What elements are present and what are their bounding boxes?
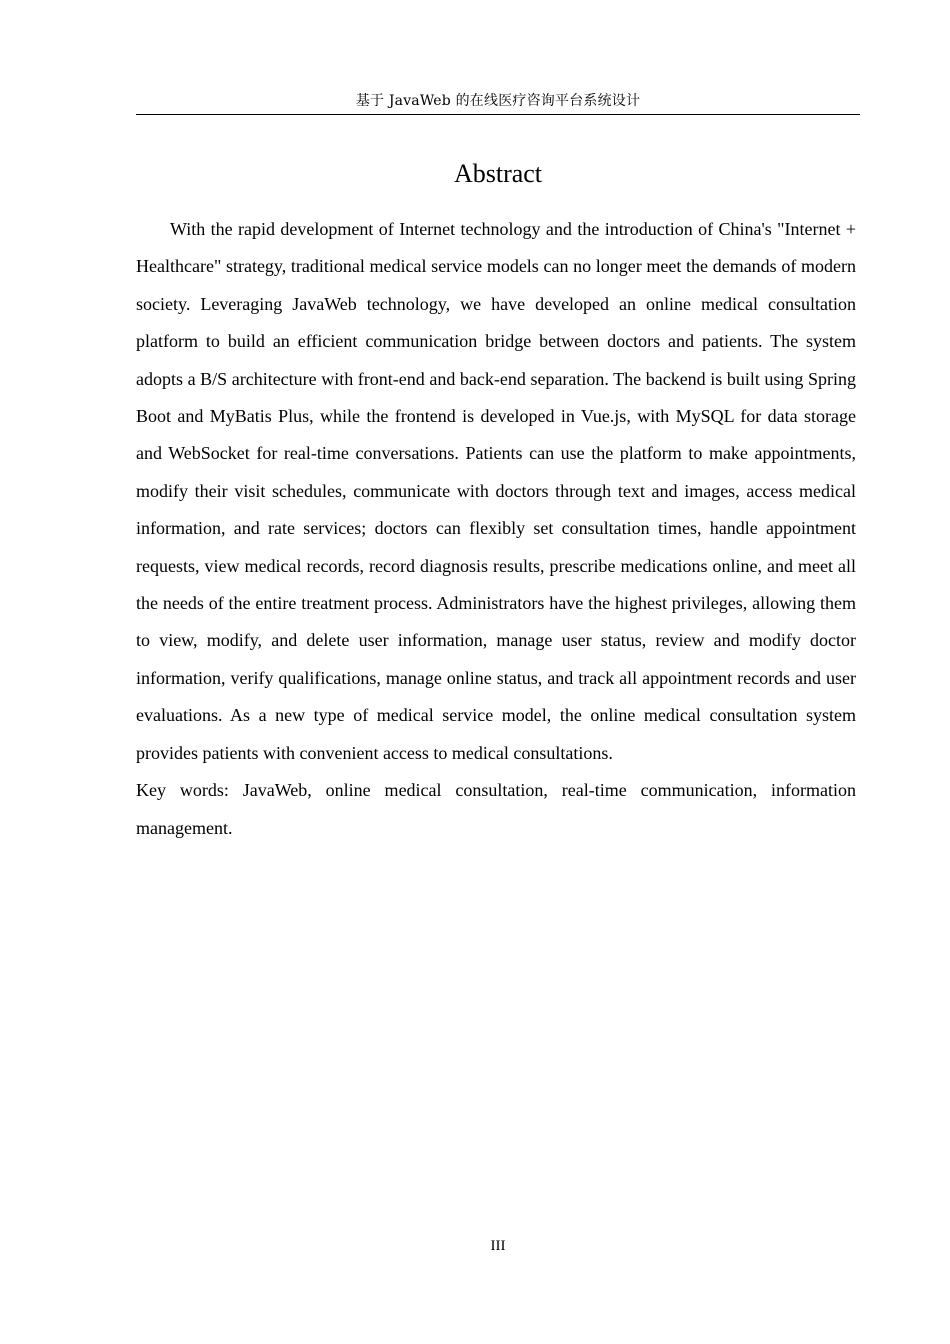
abstract-title: Abstract	[453, 159, 543, 188]
keywords-line: Key words: JavaWeb, online medical consultation, real-time communication, information management.	[136, 780, 856, 838]
abstract-paragraph: With the rapid development of Internet technology and the introduction of China's "Internet + Healthcare" strategy, traditional medical service models can no longer meet the demands of modern society. Leveraging JavaWeb technology, we have developed an online medical consultation platform to build an efficient communication bridge between doctors and patients. The system adopts a B/S architecture with front-end and back-end separation. The backend is built using Spring Boot and MyBatis Plus, while the frontend is developed in Vue.js, with MySQL for data storage and WebSocket for real-time conversations. Patients can use the platform to make appointments, modify their visit schedules, communicate with doctors through text and images, access medical information, and rate services; doctors can flexibly set consultation times, handle appointment requests, view medical records, record diagnosis results, prescribe medications online, and meet all the needs of the entire treatment process. Administrators have the highest privileges, allowing them to view, modify, and delete user information, manage user status, review and modify doctor information, verify qualifications, manage online status, and track all appointment records and user evaluations. As a new type of medical service model, the online medical consultation system provides patients with convenient access to medical consultations.	[136, 219, 856, 763]
page-number: III	[490, 1238, 506, 1254]
abstract-body	[136, 211, 856, 847]
running-header: 基于 JavaWeb 的在线医疗咨询平台系统设计	[136, 88, 860, 115]
